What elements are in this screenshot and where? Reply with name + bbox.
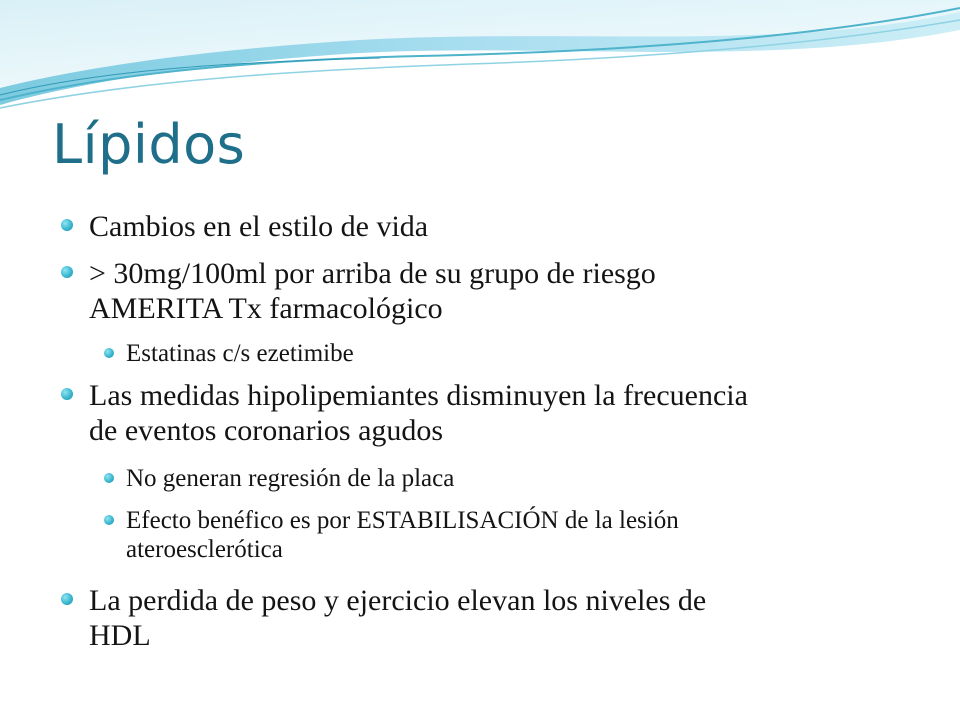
bullet-text-line: AMERITA Tx farmacológico: [89, 292, 443, 325]
sub-bullet-item: [60, 339, 960, 368]
sub-bullet-text: No generan regresión de la placa: [126, 465, 455, 492]
bullet-icon: [61, 593, 73, 605]
bullet-text: Cambios en el estilo de vida: [89, 210, 429, 243]
bullet-item: [60, 583, 949, 653]
bullet-text-line: HDL: [89, 619, 151, 652]
sub-bullet-icon: [104, 473, 114, 483]
bullet-text-line: > 30mg/100ml por arriba de su grupo de riesgo: [89, 257, 656, 290]
bullet-icon: [61, 388, 73, 400]
header-wave-decoration: [0, 0, 960, 110]
bullet-item: [60, 209, 949, 244]
sub-bullet-icon: [104, 515, 114, 525]
slide-title: Lípidos: [52, 113, 246, 176]
bullet-text-line: de eventos coronarios agudos: [89, 414, 444, 447]
sub-bullet-text-line: Efecto benéfico es por ESTABILISACIÓN de la lesión: [126, 507, 679, 534]
sub-bullet-text-line: ateroesclerótica: [126, 536, 283, 563]
bullet-item: [60, 256, 949, 326]
sub-bullet-icon: [104, 348, 114, 358]
bullet-item: [60, 378, 949, 448]
bullet-icon: [61, 219, 73, 231]
bullet-icon: [61, 266, 73, 278]
bullet-text-line: Las medidas hipolipemiantes disminuyen la frecuencia: [89, 379, 748, 412]
bullet-text-line: La perdida de peso y ejercicio elevan los niveles de: [89, 584, 707, 617]
sub-bullet-text: Estatinas c/s ezetimibe: [126, 340, 354, 367]
sub-bullet-item: [60, 506, 960, 564]
sub-bullet-item: [60, 464, 960, 493]
